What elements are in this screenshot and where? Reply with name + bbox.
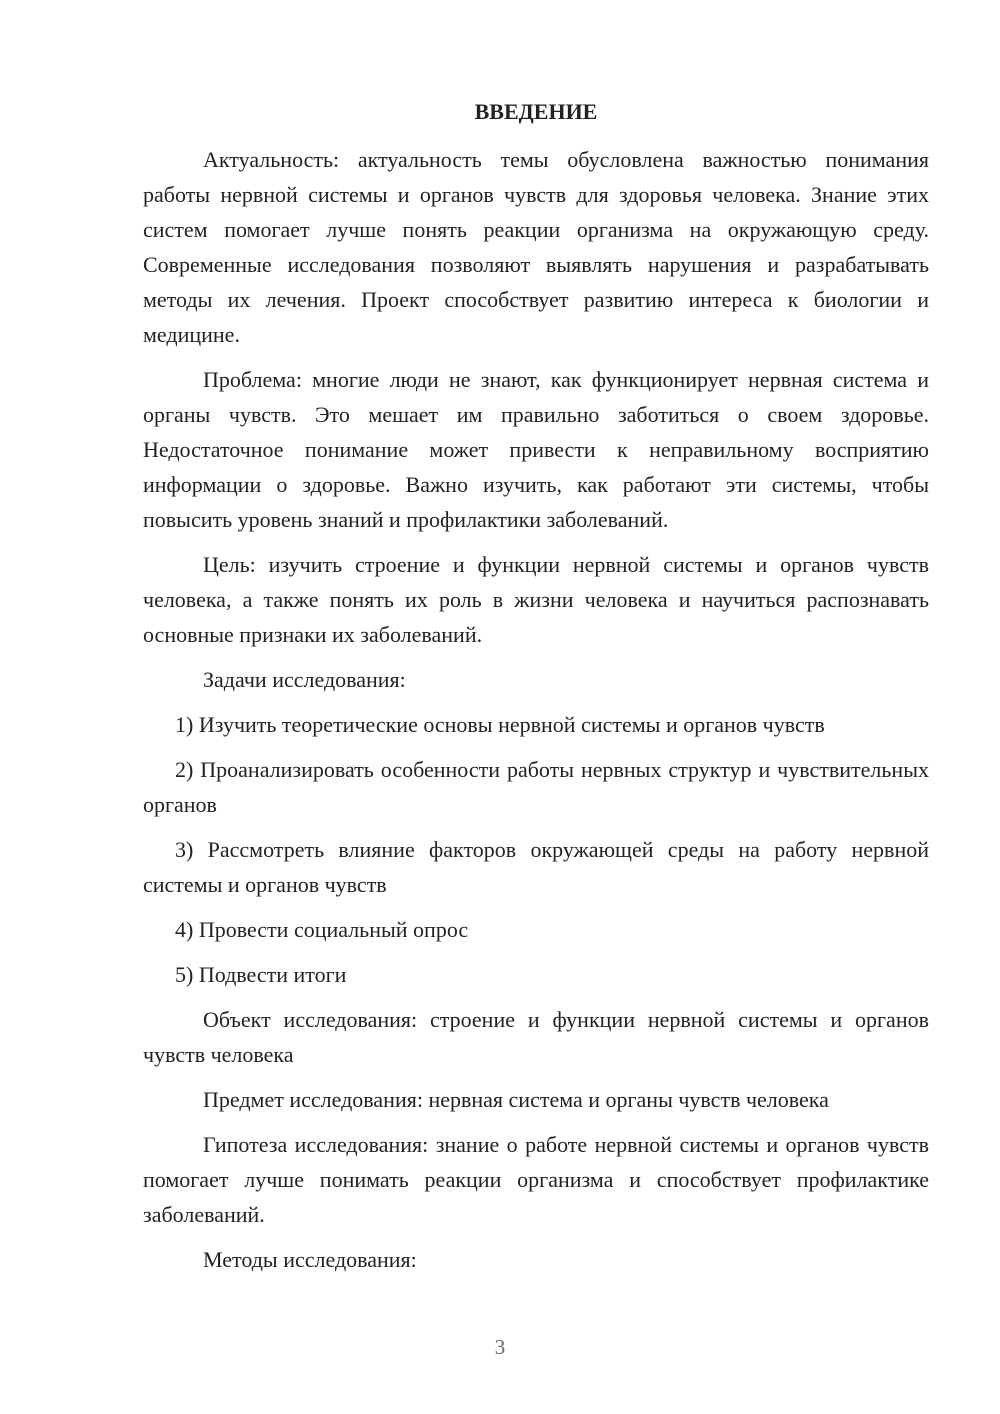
task-item-2: 2) Проанализировать особенности работы нервных структур и чувствительных органов — [143, 757, 929, 817]
paragraph-problem: Проблема: многие люди не знают, как функционирует нервная система и органы чувств. Это мешает им правильно заботиться о своем здоровье. Недостаточное понимание может привести к неправильному восприятию информации о здоровье. Важно изучить, как работают эти системы, чтобы повысить уровень знаний и профилактики заболеваний. — [143, 367, 929, 532]
methods-title: Методы исследования: — [203, 1247, 417, 1272]
task-item-4: 4) Провести социальный опрос — [175, 917, 469, 942]
task-item-3: 3) Рассмотреть влияние факторов окружающей среды на работу нервной системы и органов чувств — [143, 837, 929, 897]
paragraph-goal: Цель: изучить строение и функции нервной системы и органов чувств человека, а также понять их роль в жизни человека и научиться распознавать основные признаки их заболеваний. — [143, 552, 929, 647]
task-item-5: 5) Подвести итоги — [175, 962, 347, 987]
page-number: 3 — [494, 1335, 506, 1359]
section-heading: ВВЕДЕНИЕ — [474, 99, 598, 124]
paragraph-subject: Предмет исследования: нервная система и органы чувств человека — [203, 1087, 829, 1112]
paragraph-relevance: Актуальность: актуальность темы обусловлена важностью понимания работы нервной системы и органов чувств для здоровья человека. Знание этих систем помогает лучше понять реакции организма на окружающую среду. Современные исследования позволяют выявлять нарушения и разрабатывать методы их лечения. Проект способствует развитию интереса к биологии и медицине. — [143, 147, 929, 347]
paragraph-object: Объект исследования: строение и функции нервной системы и органов чувств человека — [143, 1007, 929, 1067]
paragraph-hypothesis: Гипотеза исследования: знание о работе нервной системы и органов чувств помогает лучше понимать реакции организма и способствует профилактике заболеваний. — [143, 1132, 929, 1227]
task-item-1: 1) Изучить теоретические основы нервной системы и органов чувств — [175, 712, 825, 737]
tasks-title: Задачи исследования: — [203, 667, 406, 692]
page-content — [143, 94, 929, 1287]
